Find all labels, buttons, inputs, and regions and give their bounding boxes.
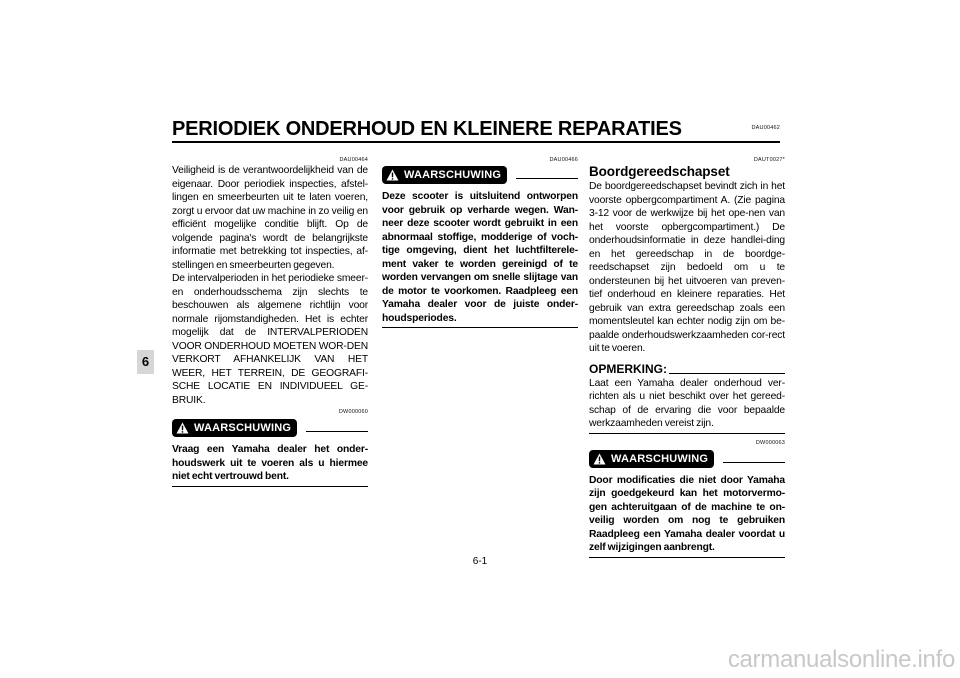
warning-header bbox=[172, 419, 368, 441]
paragraph-code: DAU00464 bbox=[339, 157, 368, 163]
warning-label: WAARSCHUWING bbox=[404, 169, 502, 181]
warning-text: Vraag een Yamaha dealer het onder-houdswerk uit te voeren als u hiermee niet echt vertrouwd bent. bbox=[172, 444, 368, 482]
paragraph-code: DAU00466 bbox=[549, 157, 578, 163]
warning-triangle-icon bbox=[176, 422, 189, 434]
page-number: 6-1 bbox=[472, 556, 488, 567]
title-underline bbox=[172, 141, 780, 143]
warning-code: DW000063 bbox=[755, 439, 785, 446]
toolkit-paragraph: De boordgereedschapset bevindt zich in het voorste opbergcompartiment A. (Zie pagina 3-12 voor de werkwijze bij het ope-nen van het voorste opbergcompartiment.) De onderhoudsinformatie in deze handlei-ding en het gereedschap in de boordge-reedschapset zijn bedoeld om u te ondersteunen bij het uitvoeren van preven-tief onderhoud en kleinere reparaties. Het gebruik van extra gereedschap zoals een momentsleutel kan echter nodig zijn om be-paalde onderhoudswerkzaamheden cor-rect uit te voeren. bbox=[589, 181, 785, 354]
interval-paragraph: De intervalperioden in het periodieke smeer- en onderhoudsschema zijn slechts te beschouwen als algemene richtlijn voor normale rijomstandigheden. Het is echter mogelijk dat de INTERVALPERIODEN VOOR ONDERHOUD MOETEN WOR-DEN VERKORT AFHANKELIJK VAN HET WEER, HET TERREIN, DE GEOGRAFI-SCHE LOCATIE EN INDIVIDUEEL GE-BRUIK. bbox=[172, 273, 368, 406]
warning-end-rule bbox=[382, 327, 578, 328]
warning-header bbox=[589, 450, 785, 472]
warning-end-rule bbox=[589, 557, 785, 558]
column-1 bbox=[172, 156, 368, 487]
note-text: Laat een Yamaha dealer onderhoud ver-richten als u niet beschikt over het gereed-schap of de ervaring die voor bepaalde werkzaamheden vereist zijn. bbox=[589, 377, 785, 429]
warning-label: WAARSCHUWING bbox=[194, 422, 292, 434]
section-code: DAU00462 bbox=[751, 125, 780, 131]
warning-label: WAARSCHUWING bbox=[611, 452, 709, 465]
column-2 bbox=[382, 156, 578, 328]
warning-end-rule bbox=[172, 486, 368, 487]
intro-paragraph: Veiligheid is de verantwoordelijkheid van de eigenaar. Door periodiek inspecties, afstel-lingen en smeerbeurten uit te laten voeren, zorgt u ervoor dat uw machine in zo veilig en efficiënt mogelijke conditie blijft. Op de volgende pagina's wordt de belangrijkste informatie met betrekking tot inspecties, af-stellingen en smeerbeurten gegeven. bbox=[172, 165, 368, 271]
warning-badge bbox=[589, 450, 714, 468]
warning-code: DW000060 bbox=[338, 409, 368, 415]
page-title: PERIODIEK ONDERHOUD EN KLEINERE REPARATIES bbox=[172, 118, 682, 140]
note-label: OPMERKING: bbox=[589, 361, 667, 376]
warning-triangle-icon bbox=[386, 169, 399, 181]
warning-rule bbox=[723, 462, 785, 463]
warning-badge bbox=[172, 419, 297, 437]
warning-text: Door modificaties die niet door Yamaha zijn goedgekeurd kan het motorvermo-gen achteruitgaan of de machine te on-veilig worden om nog te gebruiken Raadpleeg een Yamaha dealer voordat u zelf wijzigingen aanbrengt. bbox=[589, 474, 785, 553]
note-rule bbox=[669, 373, 785, 374]
warning-text: Deze scooter is uitsluitend ontworpen voor gebruik op verharde wegen. Wan-neer deze scooter wordt gebruikt in een abnormaal stoffige, modderige of voch-tige omgeving, dient het luchtfilterele-ment vaker te worden gereinigd of te worden vervangen om snelle slijtage van de motor te voorkomen. Raadpleeg een Yamaha dealer voor de juiste onder-houdsperiodes. bbox=[382, 191, 578, 324]
warning-rule bbox=[306, 431, 368, 432]
warning-triangle-icon bbox=[593, 453, 606, 465]
paragraph-code: DAUT0027* bbox=[753, 157, 785, 163]
note-end-rule bbox=[589, 433, 785, 434]
warning-header bbox=[382, 166, 578, 188]
note-header bbox=[589, 362, 785, 377]
section-heading: Boordgereedschapset bbox=[589, 164, 730, 179]
warning-rule bbox=[516, 178, 578, 179]
warning-badge bbox=[382, 166, 507, 184]
watermark: carmanualsonline.info bbox=[727, 646, 955, 673]
column-3 bbox=[589, 156, 785, 558]
chapter-tab: 6 bbox=[137, 350, 154, 374]
